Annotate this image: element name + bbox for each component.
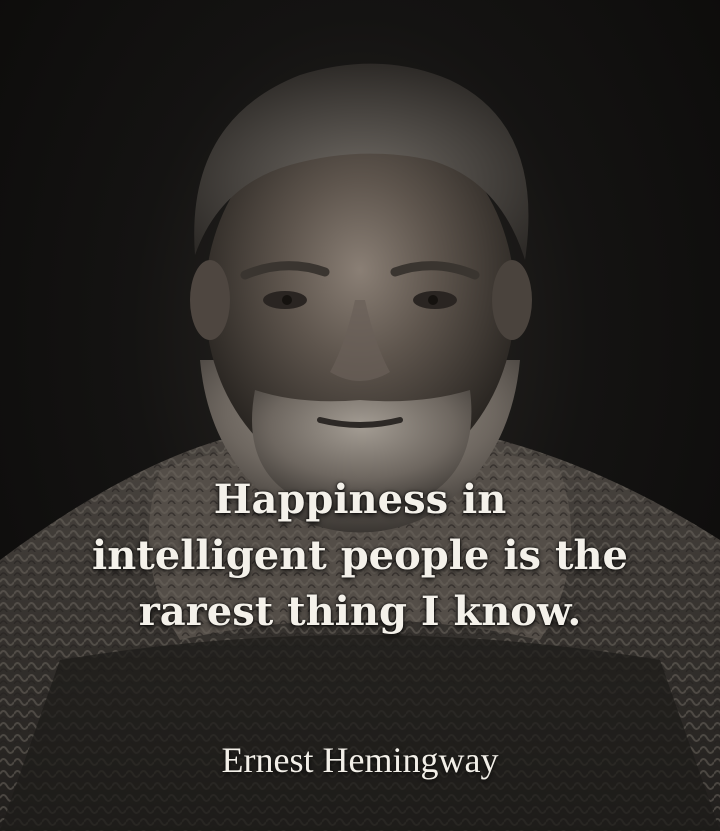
quote-text [60, 472, 660, 640]
quote-line-1: Happiness in [213, 476, 507, 523]
quote-line-3: rarest thing I know. [138, 588, 582, 635]
quote-author: Ernest Hemingway [221, 740, 499, 780]
quote-line-2: intelligent people is the [92, 532, 628, 579]
